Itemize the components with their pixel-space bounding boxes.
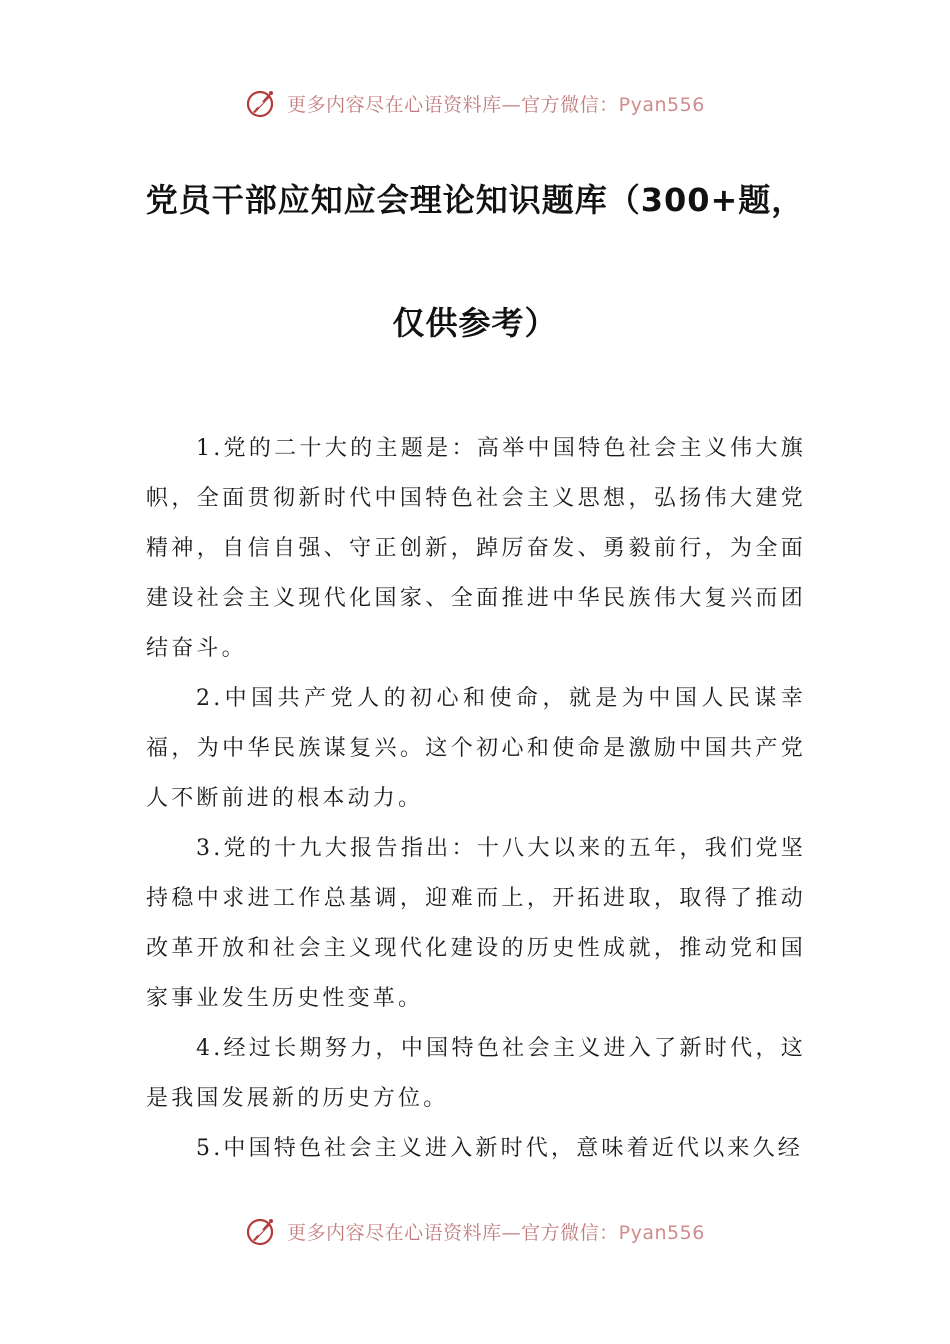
- body-paragraph-4: 4.经过长期努力，中国特色社会主义进入了新时代，这是我国发展新的历史方位。: [146, 1036, 806, 1111]
- banner-text: [287, 90, 705, 117]
- banner-label: 更多内容尽在心语资料库—官方微信：: [287, 93, 619, 116]
- document-title-line-1: 党员干部应知应会理论知识题库（300+题，: [145, 181, 805, 219]
- document-body: [146, 424, 806, 1174]
- body-paragraph-3: 3.党的十九大报告指出：十八大以来的五年，我们党坚持稳中求进工作总基调，迎难而上，开拓进取，取得了推动改革开放和社会主义现代化建设的历史性成就，推动党和国家事业发生历史性变革。: [146, 836, 806, 1011]
- banner-label: 更多内容尽在心语资料库—官方微信：: [287, 1221, 619, 1244]
- banner-text: [287, 1218, 705, 1245]
- body-paragraph-1: 1.党的二十大的主题是：高举中国特色社会主义伟大旗帜，全面贯彻新时代中国特色社会主义思想，弘扬伟大建党精神，自信自强、守正创新，踔厉奋发、勇毅前行，为全面建设社会主义现代化国家、全面推进中华民族伟大复兴而团结奋斗。: [146, 436, 806, 661]
- pen-nib-circle-icon: [245, 86, 279, 120]
- header-watermark-banner: [0, 81, 950, 125]
- body-paragraph-2: 2.中国共产党人的初心和使命，就是为中国人民谋幸福，为中华民族谋复兴。这个初心和使命是激励中国共产党人不断前进的根本动力。: [146, 686, 806, 811]
- pen-nib-circle-icon: [245, 1214, 279, 1248]
- footer-watermark-banner: [0, 1209, 950, 1253]
- document-title-line-2: 仅供参考）: [392, 304, 558, 342]
- body-paragraph-5: 5.中国特色社会主义进入新时代，意味着近代以来久经: [196, 1136, 803, 1161]
- banner-wechat-id: Pyan556: [618, 93, 705, 116]
- banner-wechat-id: Pyan556: [618, 1221, 705, 1244]
